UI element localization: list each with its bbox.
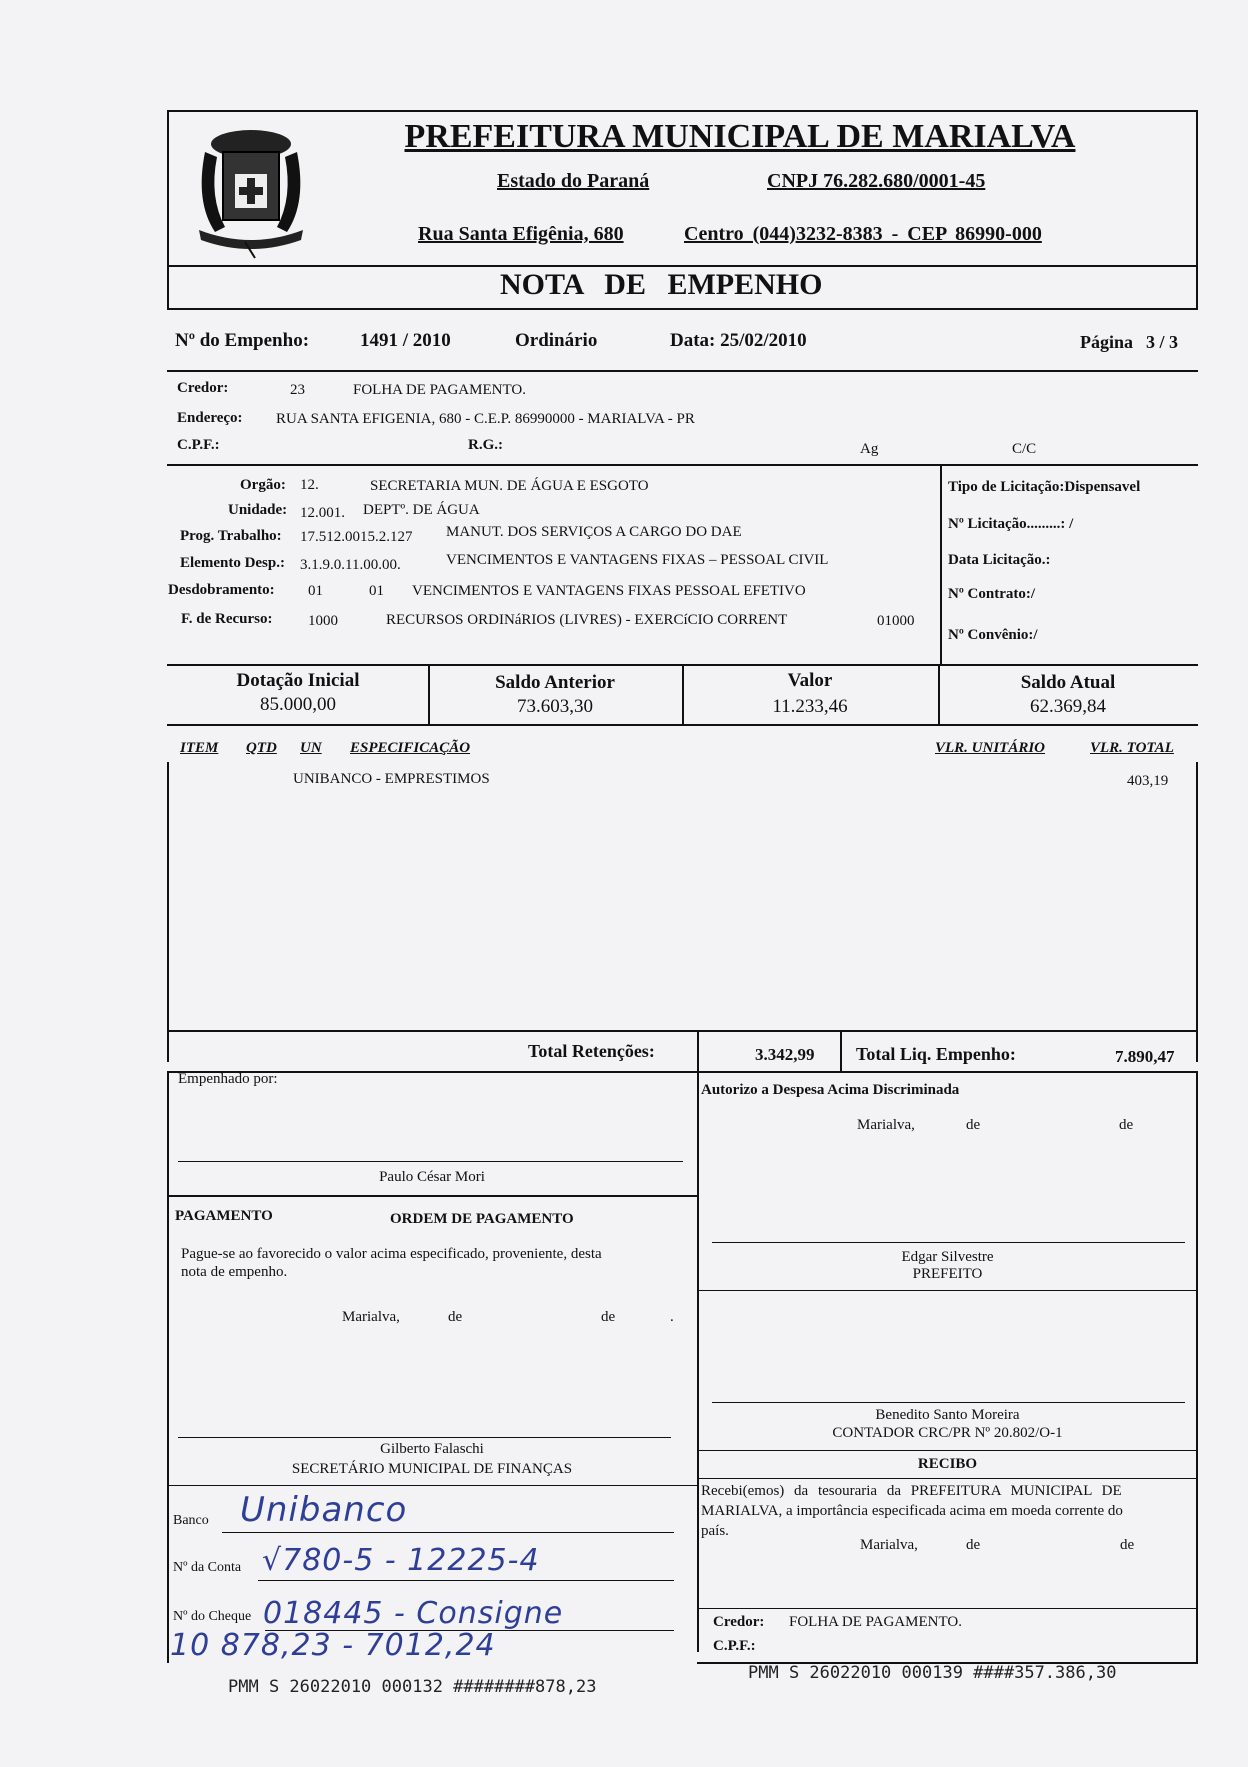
recibo-marialva: Marialva, bbox=[860, 1537, 918, 1553]
recurso-label: F. de Recurso: bbox=[181, 611, 273, 627]
recibo-text-2: MARIALVA, a importância especificada acima em moeda corrente do bbox=[701, 1503, 1123, 1519]
empenhado-por-label: Empenhado por: bbox=[178, 1071, 278, 1087]
autorizo-text: Autorizo a Despesa Acima Discriminada bbox=[701, 1082, 960, 1098]
col-total: VLR. TOTAL bbox=[1090, 740, 1174, 756]
recurso-desc: RECURSOS ORDINáRIOS (LIVRES) - EXERCíCIO CORRENT bbox=[386, 612, 788, 628]
cc-label: C/C bbox=[1012, 441, 1037, 457]
col-item: ITEM bbox=[180, 740, 219, 756]
licitacao-contrato: Nº Contrato:/ bbox=[948, 586, 1036, 602]
autorizo-marialva: Marialva, bbox=[857, 1117, 915, 1133]
prog-label: Prog. Trabalho: bbox=[180, 528, 282, 544]
header-cnpj: CNPJ 76.282.680/0001-45 bbox=[767, 170, 986, 192]
valor-label: Valor bbox=[787, 670, 833, 691]
desd-label: Desdobramento: bbox=[168, 582, 275, 598]
item-total: 403,19 bbox=[1127, 773, 1169, 789]
pagamento-dot: . bbox=[670, 1309, 674, 1325]
recibo-title: RECIBO bbox=[917, 1456, 978, 1472]
pagamento-text-1: Pague-se ao favorecido o valor acima especificado, proveniente, desta bbox=[181, 1246, 602, 1262]
page-label: Página bbox=[1080, 332, 1134, 352]
recurso-code2: 01000 bbox=[877, 613, 915, 629]
prefeito-name: Edgar Silvestre bbox=[901, 1249, 994, 1265]
empenhado-name: Paulo César Mori bbox=[379, 1169, 485, 1185]
desd-desc: VENCIMENTOS E VANTAGENS FIXAS PESSOAL EFETIVO bbox=[412, 583, 806, 599]
retencoes-value: 3.342,99 bbox=[755, 1045, 815, 1064]
credor-code: 23 bbox=[290, 382, 305, 398]
empenho-label: Nº do Empenho: bbox=[175, 330, 310, 351]
saldo-anterior-label: Saldo Anterior bbox=[495, 672, 615, 693]
recibo-credor-value: FOLHA DE PAGAMENTO. bbox=[789, 1614, 962, 1630]
pagamento-marialva: Marialva, bbox=[342, 1309, 400, 1325]
credor-name: FOLHA DE PAGAMENTO. bbox=[353, 382, 526, 398]
rg-label: R.G.: bbox=[468, 437, 503, 453]
empenho-type: Ordinário bbox=[515, 330, 598, 351]
recibo-cpf-label: C.P.F.: bbox=[713, 1638, 756, 1654]
page-number: 3 / 3 bbox=[1146, 332, 1179, 352]
unidade-desc: DEPTº. DE ÁGUA bbox=[363, 502, 480, 518]
contador-name: Benedito Santo Moreira bbox=[875, 1407, 1020, 1423]
header-address: Rua Santa Efigênia, 680 bbox=[418, 223, 624, 245]
orgao-code: 12. bbox=[300, 477, 319, 493]
saldo-atual-value: 62.369,84 bbox=[1030, 696, 1106, 717]
cpf-label: C.P.F.: bbox=[177, 437, 220, 453]
col-qtd: QTD bbox=[246, 740, 277, 756]
ordem-pagamento: ORDEM DE PAGAMENTO bbox=[390, 1211, 574, 1227]
retencoes-label: Total Retenções: bbox=[528, 1041, 655, 1061]
secretario-title: SECRETÁRIO MUNICIPAL DE FINANÇAS bbox=[291, 1461, 573, 1477]
pagamento-de-1: de bbox=[448, 1309, 463, 1325]
valor-value: 11.233,46 bbox=[772, 696, 848, 717]
licitacao-convenio: Nº Convênio:/ bbox=[948, 627, 1038, 643]
stamp-right: PMM S 26022010 000139 ####357.386,30 bbox=[748, 1663, 1117, 1683]
col-espec: ESPECIFICAÇÃO bbox=[350, 740, 471, 756]
licitacao-numero: Nº Licitação.........: / bbox=[948, 516, 1074, 532]
cheque-handwritten: 018445 - Consigne bbox=[263, 1596, 564, 1631]
stamp-left: PMM S 26022010 000132 ########878,23 bbox=[228, 1677, 597, 1697]
header-district: Centro (044)3232-8383 - CEP 86990-000 bbox=[684, 223, 1042, 245]
elem-label: Elemento Desp.: bbox=[180, 555, 285, 571]
pagamento-text-2: nota de empenho. bbox=[181, 1264, 288, 1280]
licitacao-tipo: Tipo de Licitação:Dispensavel bbox=[948, 479, 1141, 495]
prog-desc: MANUT. DOS SERVIÇOS A CARGO DO DAE bbox=[446, 524, 742, 540]
document-title: NOTA DE EMPENHO bbox=[500, 268, 823, 301]
col-un: UN bbox=[300, 740, 322, 756]
total-liquido-label: Total Liq. Empenho: bbox=[856, 1044, 1016, 1064]
empenho-number: 1491 / 2010 bbox=[360, 330, 451, 351]
credor-label: Credor: bbox=[177, 380, 229, 396]
empenho-date: Data: 25/02/2010 bbox=[670, 330, 807, 351]
header-title: PREFEITURA MUNICIPAL DE MARIALVA bbox=[404, 118, 1076, 155]
recibo-de-2: de bbox=[1120, 1537, 1135, 1553]
secretario-name: Gilberto Falaschi bbox=[380, 1441, 484, 1457]
dotacao-value: 85.000,00 bbox=[260, 694, 336, 715]
recibo-de-1: de bbox=[966, 1537, 981, 1553]
elem-code: 3.1.9.0.11.00.00. bbox=[300, 557, 401, 573]
banco-label: Banco bbox=[173, 1513, 209, 1528]
cheque-label: Nº do Cheque bbox=[173, 1609, 252, 1624]
orgao-desc: SECRETARIA MUN. DE ÁGUA E ESGOTO bbox=[370, 478, 649, 494]
saldo-anterior-value: 73.603,30 bbox=[517, 696, 593, 717]
orgao-label: Orgão: bbox=[240, 477, 286, 493]
endereco-label: Endereço: bbox=[177, 410, 243, 426]
pagamento-de-2: de bbox=[601, 1309, 616, 1325]
prog-code: 17.512.0015.2.127 bbox=[300, 529, 413, 545]
desd-code1: 01 bbox=[308, 583, 323, 599]
desd-code2: 01 bbox=[369, 583, 384, 599]
licitacao-data: Data Licitação.: bbox=[948, 552, 1051, 568]
conta-label: Nº da Conta bbox=[173, 1560, 242, 1575]
dotacao-label: Dotação Inicial bbox=[236, 670, 360, 691]
ag-label: Ag bbox=[860, 441, 879, 457]
conta-handwritten: √780-5 - 12225-4 bbox=[262, 1543, 540, 1578]
prefeito-title: PREFEITO bbox=[912, 1266, 983, 1282]
recibo-credor-label: Credor: bbox=[713, 1614, 765, 1630]
autorizo-de-1: de bbox=[966, 1117, 981, 1133]
autorizo-de-2: de bbox=[1119, 1117, 1134, 1133]
header-state: Estado do Paraná bbox=[497, 170, 650, 192]
unidade-code: 12.001. bbox=[300, 505, 345, 521]
endereco-value: RUA SANTA EFIGENIA, 680 - C.E.P. 86990000 - MARIALVA - PR bbox=[276, 411, 695, 427]
item-espec: UNIBANCO - EMPRESTIMOS bbox=[293, 771, 490, 787]
pagamento-title: PAGAMENTO bbox=[175, 1208, 273, 1224]
coat-of-arms-logo bbox=[185, 112, 317, 260]
banco-handwritten: Unibanco bbox=[240, 1490, 408, 1530]
saldo-atual-label: Saldo Atual bbox=[1020, 672, 1116, 693]
col-unit: VLR. UNITÁRIO bbox=[935, 740, 1046, 756]
recibo-text-1: Recebi(emos) da tesouraria da PREFEITURA MUNICIPAL DE bbox=[701, 1483, 1122, 1499]
elem-desc: VENCIMENTOS E VANTAGENS FIXAS – PESSOAL CIVIL bbox=[446, 552, 829, 568]
recibo-text-3: país. bbox=[701, 1523, 729, 1539]
contador-title: CONTADOR CRC/PR Nº 20.802/O-1 bbox=[832, 1425, 1063, 1441]
total-liquido-value: 7.890,47 bbox=[1115, 1047, 1175, 1066]
unidade-label: Unidade: bbox=[228, 502, 288, 518]
recurso-code: 1000 bbox=[308, 613, 338, 629]
extra-handwritten: 10 878,23 - 7012,24 bbox=[170, 1628, 496, 1663]
